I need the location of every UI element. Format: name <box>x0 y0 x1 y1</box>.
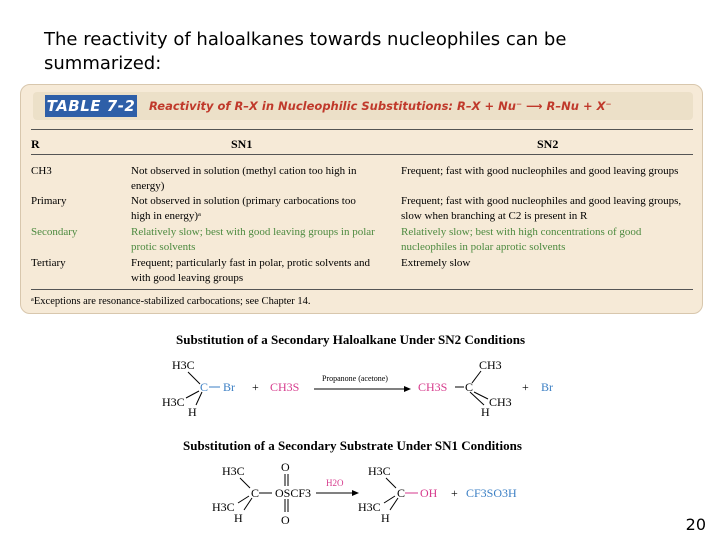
s2-reactant-bottom-left: H3C <box>212 500 235 514</box>
row-sn2-primary: Frequent; fast with good nucleophiles and good leaving groups, slow when branching at C2 is present in R <box>401 195 682 222</box>
row-sn2-tertiary: Extremely slow <box>401 257 471 269</box>
s1-nucleophile: CH3S <box>270 380 300 394</box>
col-header-sn2: SN2 <box>537 137 559 151</box>
s2-reactant-h: H <box>234 511 243 525</box>
row-r-methyl: CH3 <box>31 165 52 177</box>
row-sn2-secondary: Relatively slow; best with high concentrations of good nucleophiles in polar aprotic solvents <box>401 226 642 253</box>
s2-product-h: H <box>381 511 390 525</box>
s1-plus2: + <box>522 380 529 394</box>
scheme1-title: Substitution of a Secondary Haloalkane Under SN2 Conditions <box>176 332 526 347</box>
table-footnote: ᵃExceptions are resonance-stabilized carbocations; see Chapter 14. <box>31 296 311 307</box>
table-badge: TABLE 7-2 <box>46 97 136 115</box>
s2-product-bottom-left: H3C <box>358 500 381 514</box>
s1-reactant-br: Br <box>223 380 235 394</box>
s1-product-h: H <box>481 405 490 419</box>
row-sn1-secondary: Relatively slow; best with good leaving groups in polar protic solvents <box>131 226 375 253</box>
s2-arrow-label: H2O <box>326 478 344 488</box>
row-r-tertiary: Tertiary <box>31 257 66 269</box>
s2-reactant-c: C <box>251 486 260 500</box>
s1-reactant-h: H <box>188 405 197 419</box>
s1-product-top: CH3 <box>479 358 502 372</box>
row-sn1-tertiary: Frequent; particularly fast in polar, protic solvents and with good leaving groups <box>131 257 371 284</box>
row-sn2-methyl: Frequent; fast with good nucleophiles and good leaving groups <box>401 165 679 177</box>
row-sn1-methyl: Not observed in solution (methyl cation too high in energy) <box>131 165 357 192</box>
table-caption: Reactivity of R–X in Nucleophilic Substitutions: R–X + Nu⁻ ⟶ R–Nu + X⁻ <box>149 99 612 113</box>
s2-plus: + <box>451 486 458 500</box>
s2-product-oh: OH <box>420 486 438 500</box>
page-number: 20 <box>685 515 706 534</box>
s1-arrow-label: Propanone (acetone) <box>322 374 388 383</box>
row-r-secondary: Secondary <box>31 226 78 238</box>
row-sn1-primary: Not observed in solution (primary carbocations too high in energy)ᵃ <box>131 195 356 222</box>
s2-product-top: H3C <box>368 464 391 478</box>
s1-plus1: + <box>252 380 259 394</box>
s2-reactant-o: OSCF3 <box>275 486 312 500</box>
intro-text: The reactivity of haloalkanes towards nucleophiles can be summarized: <box>44 29 567 74</box>
s1-leaving: Br <box>541 380 553 394</box>
s1-reactant-c: C <box>200 380 209 394</box>
s2-reactant-o-top: O <box>281 460 290 474</box>
s1-product-right: CH3 <box>489 395 512 409</box>
s1-product-left: CH3S <box>418 380 448 394</box>
col-header-sn1: SN1 <box>231 137 253 151</box>
s2-product-c: C <box>397 486 406 500</box>
s1-reactant-bottom-left: H3C <box>162 395 185 409</box>
col-header-r: R <box>31 137 40 151</box>
s2-byproduct: CF3SO3H <box>466 486 517 500</box>
s1-reactant-top: H3C <box>172 358 195 372</box>
s2-reactant-o-bottom: O <box>281 513 290 527</box>
s1-product-c: C <box>465 380 474 394</box>
scheme2-title: Substitution of a Secondary Substrate Under SN1 Conditions <box>183 438 522 453</box>
s2-reactant-top: H3C <box>222 464 245 478</box>
row-r-primary: Primary <box>31 195 67 207</box>
